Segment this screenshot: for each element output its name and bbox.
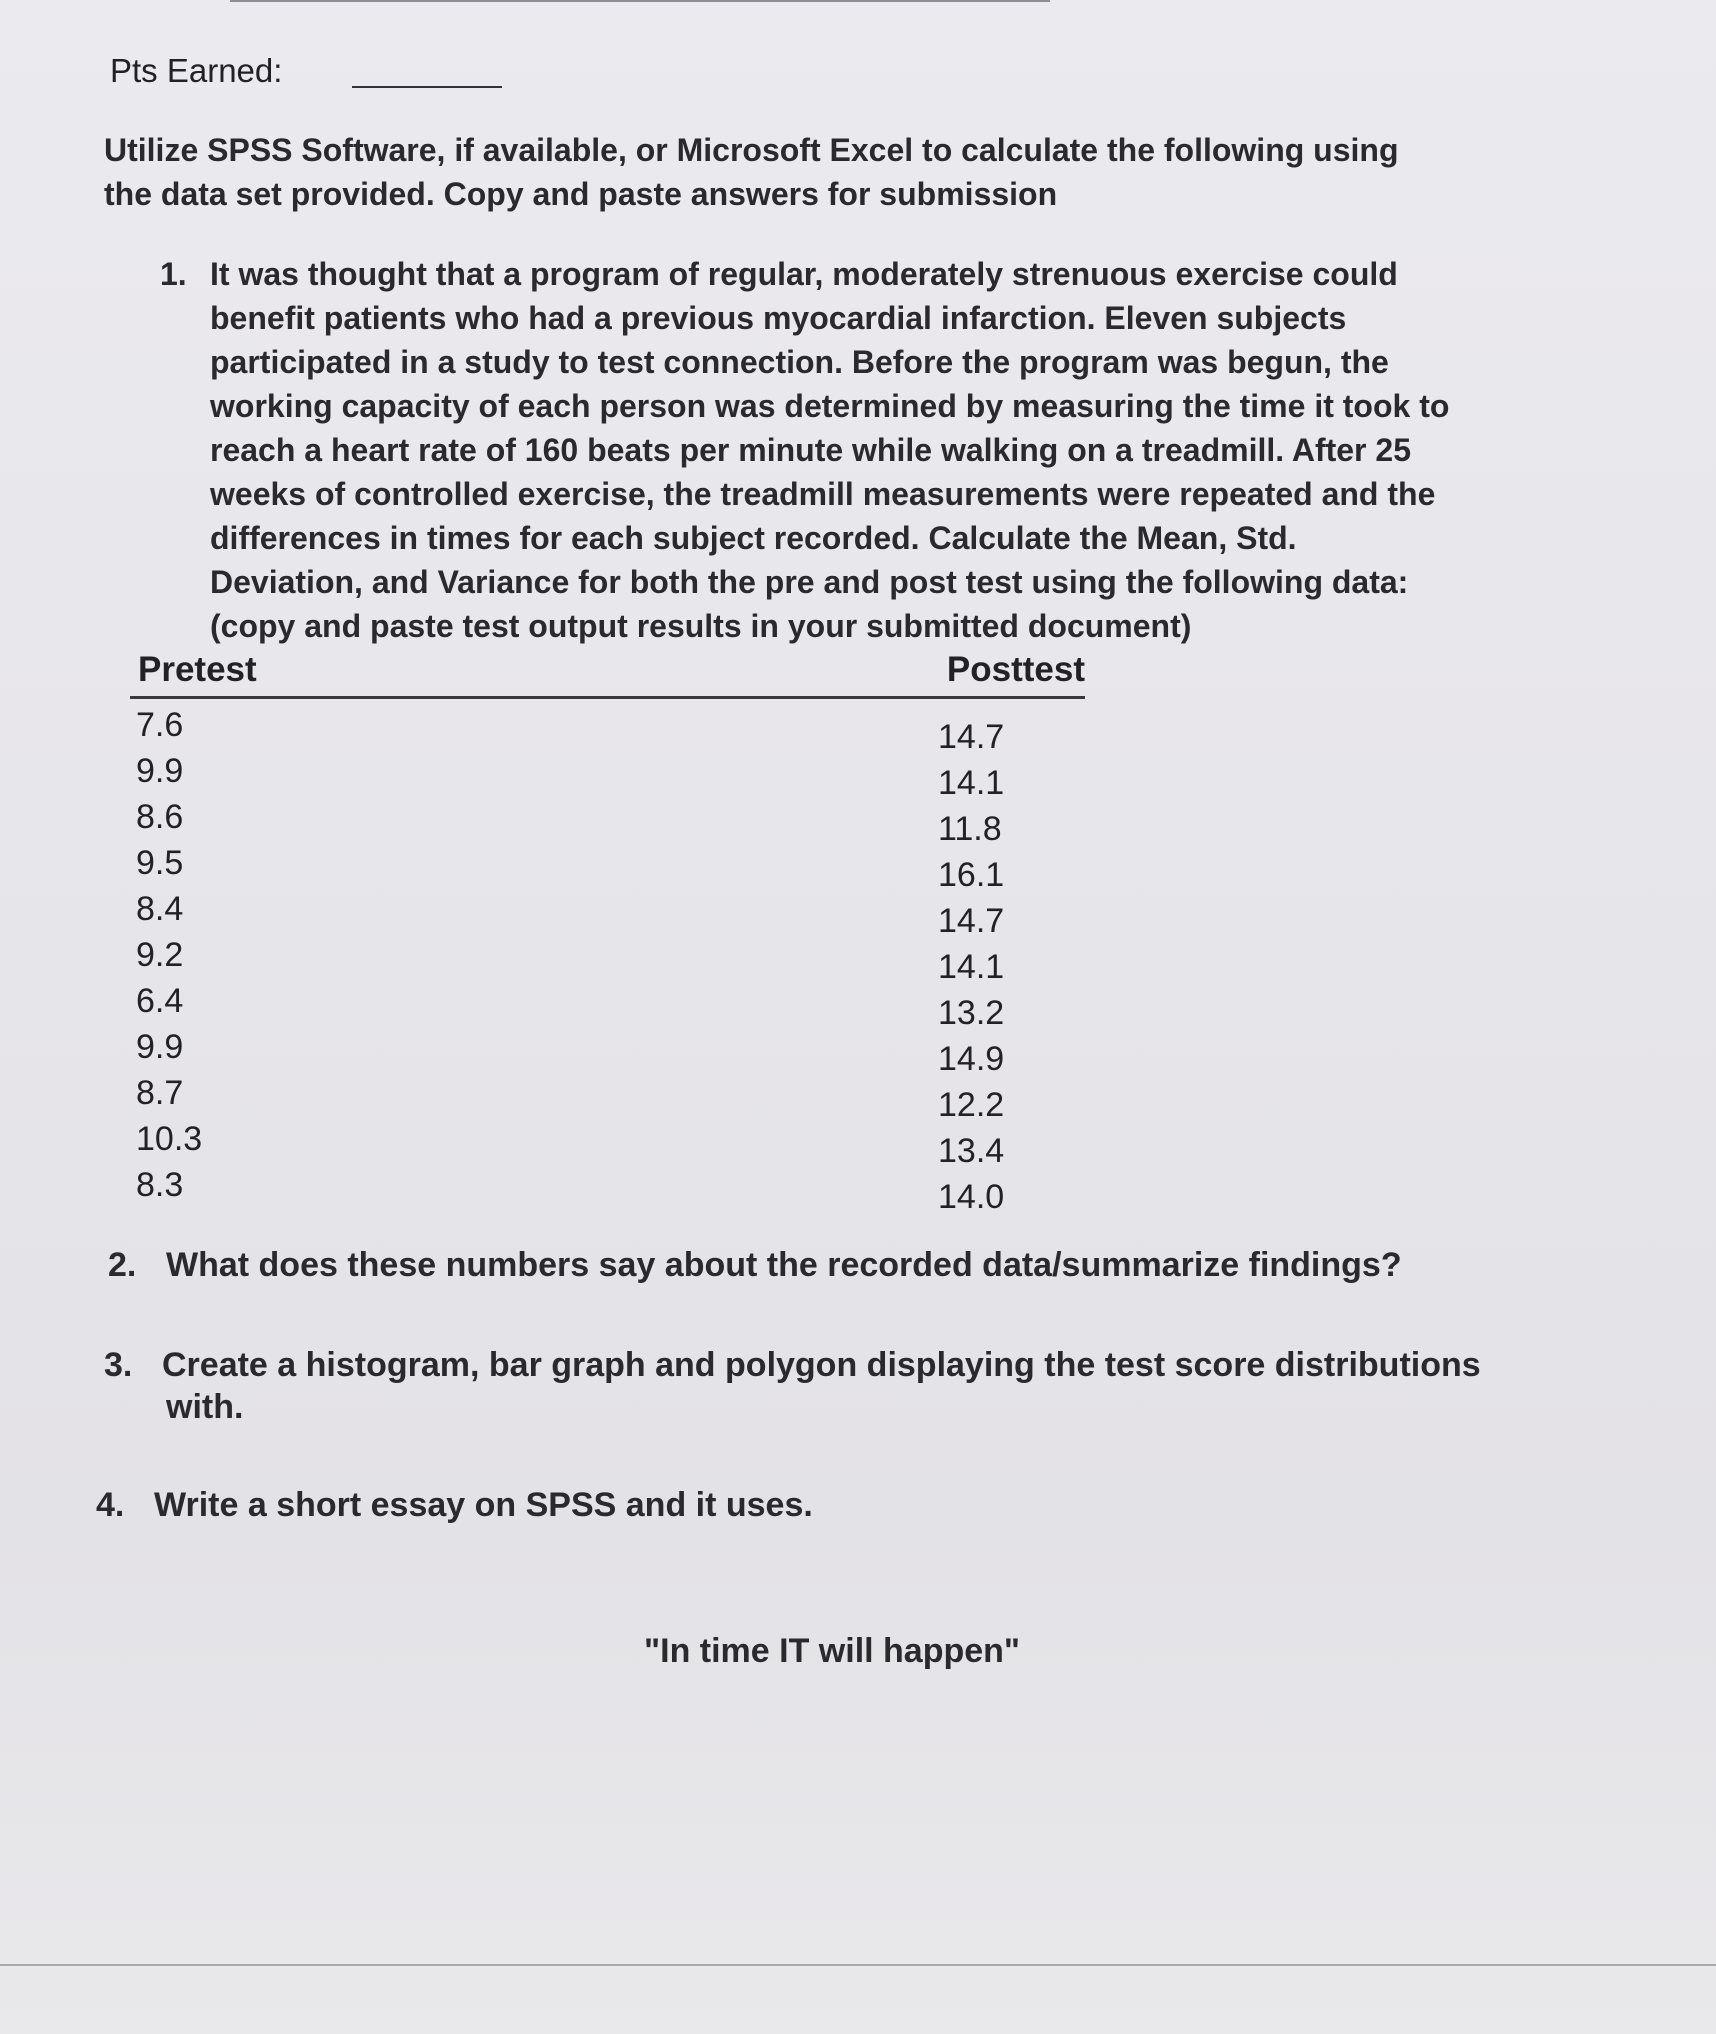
question-1-line: (copy and paste test output results in your submitted document): [210, 608, 1192, 644]
top-rule: [230, 0, 1050, 2]
posttest-column: [938, 714, 1004, 1220]
pretest-value: 9.5: [136, 844, 184, 882]
posttest-value: 13.4: [938, 1132, 1005, 1170]
question-3: [104, 1344, 1704, 1428]
posttest-value: 14.1: [938, 948, 1005, 986]
question-1-line: participated in a study to test connection. Before the program was begun, the: [210, 344, 1389, 380]
posttest-value: 12.2: [938, 1086, 1005, 1124]
question-2-number: 2.: [108, 1246, 137, 1284]
posttest-value: 14.9: [938, 1040, 1005, 1078]
posttest-value: 14.1: [938, 764, 1005, 802]
posttest-value: 16.1: [938, 856, 1005, 894]
footer-quote: "In time IT will happen": [644, 1632, 1021, 1670]
pretest-value: 10.3: [136, 1120, 203, 1158]
posttest-header: Posttest: [946, 650, 1085, 689]
pts-earned-label: Pts Earned:: [110, 52, 283, 89]
question-1-line: benefit patients who had a previous myocardial infarction. Eleven subjects: [210, 300, 1347, 336]
question-1-line: weeks of controlled exercise, the treadmill measurements were repeated and the: [210, 476, 1436, 512]
instructions-line-2: the data set provided. Copy and paste answers for submission: [104, 176, 1058, 212]
question-1-line: Deviation, and Variance for both the pre and post test using the following data:: [210, 564, 1409, 600]
question-1-line: reach a heart rate of 160 beats per minute while walking on a treadmill. After 25: [210, 432, 1411, 468]
pretest-header: Pretest: [138, 650, 257, 689]
question-1: [160, 252, 1680, 648]
posttest-value: 11.8: [938, 810, 1002, 848]
pretest-value: 8.4: [136, 890, 184, 928]
pretest-value: 9.9: [136, 752, 184, 790]
posttest-value: 14.7: [938, 718, 1005, 756]
posttest-value: 13.2: [938, 994, 1005, 1032]
posttest-value: 14.7: [938, 902, 1005, 940]
posttest-value: 14.0: [938, 1178, 1005, 1216]
question-4-number: 4.: [96, 1486, 125, 1524]
question-3-text: Create a histogram, bar graph and polygon displaying the test score distributions: [162, 1346, 1481, 1384]
pretest-value: 8.6: [136, 798, 184, 836]
data-table: [130, 650, 1085, 1216]
question-3-number: 3.: [104, 1346, 133, 1384]
pretest-value: 9.2: [136, 936, 184, 974]
question-1-line: differences in times for each subject recorded. Calculate the Mean, Std.: [210, 520, 1297, 556]
question-2: [108, 1244, 1402, 1286]
pretest-value: 8.3: [136, 1166, 184, 1204]
pretest-value: 9.9: [136, 1028, 184, 1066]
question-3-text-cont: with.: [166, 1388, 244, 1426]
table-header: [130, 650, 1085, 699]
question-1-text: [210, 252, 1680, 648]
question-1-line: It was thought that a program of regular, moderately strenuous exercise could: [210, 256, 1398, 292]
bottom-rule: [0, 1964, 1716, 1966]
pretest-column: [136, 702, 202, 1208]
instructions-line-1: Utilize SPSS Software, if available, or Microsoft Excel to calculate the following using: [104, 132, 1399, 168]
pretest-value: 7.6: [136, 706, 184, 744]
question-1-number: 1.: [160, 256, 187, 292]
pts-earned-blank: [352, 86, 502, 88]
instructions: [104, 128, 1644, 216]
question-4-text: Write a short essay on SPSS and it uses.: [154, 1486, 813, 1524]
pretest-value: 8.7: [136, 1074, 184, 1112]
question-4: [96, 1484, 813, 1526]
pretest-value: 6.4: [136, 982, 184, 1020]
question-2-text: What does these numbers say about the recorded data/summarize findings?: [166, 1246, 1402, 1284]
question-1-line: working capacity of each person was determined by measuring the time it took to: [210, 388, 1450, 424]
